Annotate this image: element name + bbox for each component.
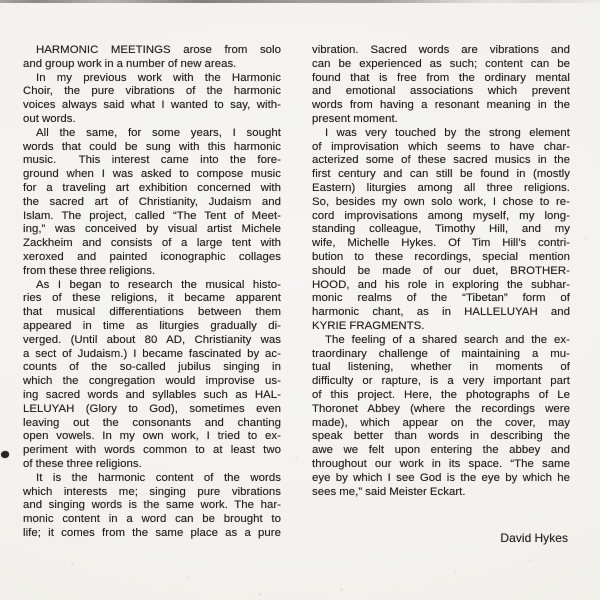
text-line: monic realms of the “Tibetan” form of <box>312 292 570 305</box>
text-line: verged. (Until about 80 AD, Christianity was <box>23 333 281 346</box>
right-column-lines <box>312 44 570 499</box>
text-line: bution to these recordings, special mention <box>312 250 570 263</box>
left-text-column <box>23 44 281 546</box>
left-column-lines <box>23 44 281 541</box>
text-line: ground when I was asked to compose music <box>23 168 281 181</box>
text-line: first century and can still be found in (mostly <box>312 168 570 181</box>
text-columns <box>23 44 570 546</box>
text-line: words that could be sung with this harmonic <box>23 140 281 153</box>
text-line: Eastern) liturgies among all three religions. <box>312 181 570 194</box>
paper-noise-specks <box>0 0 1 1</box>
text-line: The feeling of a shared search and the ex- <box>325 333 570 346</box>
text-line: traordinary challenge of maintaining a mu- <box>312 347 570 360</box>
text-line: It is the harmonic content of the words <box>36 471 281 484</box>
text-line: Islam. The project, called “The Tent of Meet- <box>23 209 281 222</box>
text-line: throughout our work in its space. “The same <box>312 457 570 470</box>
text-line: Zackheim and consists of a large tent with <box>23 237 281 250</box>
text-line: appeared in time as liturgies gradually di- <box>23 319 281 332</box>
text-line: sees me,” said Meister Eckart. <box>312 485 466 498</box>
text-line: wife, Michelle Hykes. Of Tim Hill’s contri- <box>312 237 570 250</box>
text-line: awe we felt upon entering the abbey and <box>312 444 570 457</box>
text-line: of improvisation which seems to have char- <box>312 140 570 153</box>
text-line: vibration. Sacred words are vibrations and <box>312 44 570 56</box>
text-line: words from having a resonant meaning in the <box>312 99 570 112</box>
text-line: and singing words is the same work. The har- <box>23 499 281 512</box>
text-line: open vowels. In my own work, I tried to ex- <box>23 430 281 443</box>
text-line: can be experienced as such; content can be <box>312 57 570 70</box>
text-line: acterized some of these sacred musics in the <box>312 154 570 167</box>
text-line: should be made of our duet, BROTHER- <box>312 264 570 277</box>
text-line: monic content in a word can be brought to <box>23 513 281 526</box>
text-line: found that is free from the ordinary mental <box>312 71 570 84</box>
text-line: All the same, for some years, I sought <box>36 126 281 139</box>
text-line: periment with words common to at least two <box>23 444 281 457</box>
text-line: KYRIE FRAGMENTS. <box>312 319 425 332</box>
text-line: that musical differentiations between them <box>23 306 281 319</box>
text-line: So, besides my own solo work, I chose to re- <box>312 195 570 208</box>
text-line: ing sacred words and syllables such as HAL- <box>23 388 281 401</box>
text-line: and emotional associations which prevent <box>312 85 570 98</box>
text-line: of these three religions. <box>23 457 142 470</box>
text-line: In my previous work with the Harmonic <box>36 71 281 84</box>
text-line: HOOD, and his role in exploring the subhar- <box>312 278 570 291</box>
text-line: leaving out the consonants and chanting <box>23 416 281 429</box>
text-line: life; it comes from the same place as a pure <box>23 526 281 539</box>
text-line: present moment. <box>312 112 398 125</box>
text-line: speak better than words in describing the <box>312 430 570 443</box>
text-line: difficulty or rapture, is a very important part <box>312 375 570 388</box>
text-line: eye by which I see God is the eye by which he <box>312 471 570 484</box>
text-line: xeroxed and painted iconographic collages <box>23 250 281 263</box>
author-signature: David Hykes <box>500 531 568 546</box>
text-line: As I began to research the musical histo- <box>36 278 281 291</box>
text-line: and group work in a number of new areas. <box>23 57 237 70</box>
text-line: cord improvisations among myself, my long- <box>312 209 570 222</box>
scan-artifact-ink-speck <box>1 451 9 458</box>
right-text-column <box>312 44 570 546</box>
text-line: Choir, the pure vibrations of the harmonic <box>23 85 281 98</box>
text-line: voices always said what I wanted to say, with- <box>23 99 281 112</box>
text-line: from these three religions. <box>23 264 156 277</box>
text-line: made), which appear on the cover, may <box>312 416 570 429</box>
text-line: HARMONIC MEETINGS arose from solo <box>36 44 281 56</box>
text-line: for a traveling art exhibition concerned with <box>23 181 281 194</box>
text-line: which interests me; singing pure vibrations <box>23 485 281 498</box>
text-line: ing,” was conceived by visual artist Michele <box>23 223 281 236</box>
text-line: harmonic chant, as in HALLELUYAH and <box>312 306 570 319</box>
text-line: LELUYAH (Glory to God), sometimes even <box>23 402 281 415</box>
text-line: the sacred art of Christianity, Judaism and <box>23 195 281 208</box>
text-line: out words. <box>23 112 76 125</box>
text-line: tual listening, whether in moments of <box>312 361 570 374</box>
text-line: I was very touched by the strong element <box>325 126 570 139</box>
text-line: of this project. Here, the photographs of Le <box>312 388 570 401</box>
text-line: which the congregation would improvise us- <box>23 375 281 388</box>
scan-artifact-top-edge <box>0 0 600 3</box>
text-line: ries of these religions, it became apparent <box>23 292 281 305</box>
text-line: counts of the so-called jubilus singing in <box>23 361 281 374</box>
text-line: a sect of Judaism.) I became fascinated by ac- <box>23 347 281 360</box>
text-line: music. This interest came into the fore- <box>23 154 281 167</box>
text-line: Thoronet Abbey (where the recordings were <box>312 402 570 415</box>
text-line: standing colleague, Timothy Hill, and my <box>312 223 570 236</box>
